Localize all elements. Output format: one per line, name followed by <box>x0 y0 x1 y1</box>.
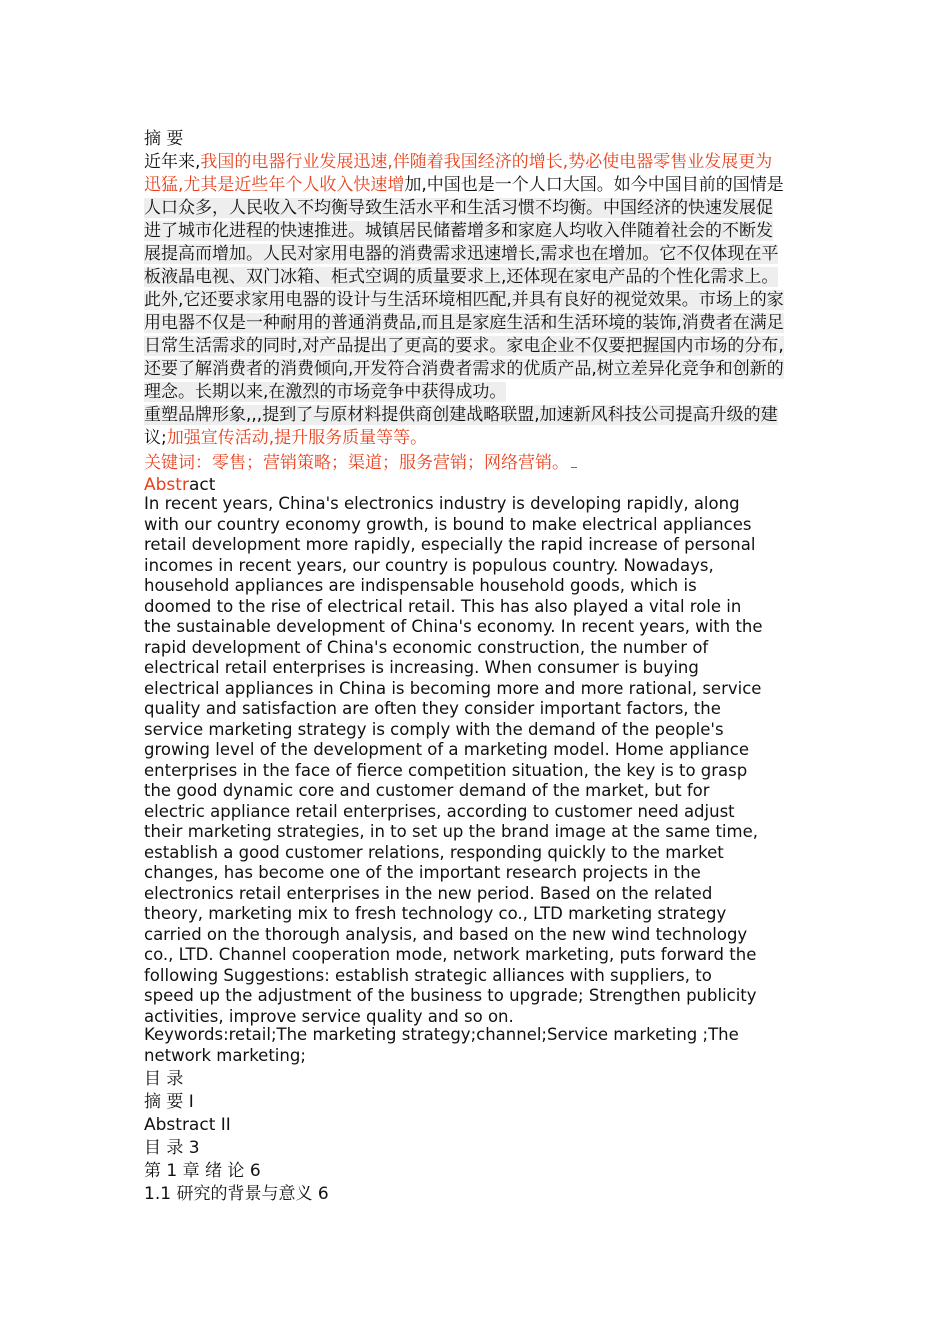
abstract-zh-red-text: 我国的电器行业发展迅速,伴随着我国经济的增长,势必使电器零售业发展更为 <box>200 152 773 172</box>
abstract-zh-line <box>144 404 810 427</box>
toc-entry[interactable]: 目 录 3 <box>144 1138 200 1158</box>
abstract-zh-line <box>144 289 810 312</box>
abstract-en-title-rest: act <box>188 475 216 495</box>
abstract-en-line: electronics retail enterprises in the new period. Based on the related <box>144 883 713 903</box>
abstract-en-line: following Suggestions: establish strategic alliances with suppliers, to <box>144 965 712 985</box>
abstract-en-line: establish a good customer relations, responding quickly to the market <box>144 842 724 862</box>
toc-entry[interactable]: 摘 要 I <box>144 1092 194 1112</box>
abstract-en-line: enterprises in the face of fierce competition situation, the key is to grasp <box>144 760 748 780</box>
toc-title: 目 录 <box>144 1069 184 1089</box>
abstract-en-line: electrical appliances in China is becoming more and more rational, service <box>144 678 762 698</box>
abstract-zh-line <box>144 358 810 381</box>
abstract-zh-line <box>144 220 810 243</box>
abstract-zh-pre-text: 议; <box>144 428 167 448</box>
keywords-zh <box>144 452 577 475</box>
abstract-zh-pre-text: 日常生活需求的同时,对产品提出了更高的要求。家电企业不仅要把握国内市场的分布, <box>144 336 784 356</box>
abstract-en-line: household appliances are indispensable household goods, which is <box>144 576 697 595</box>
abstract-zh-title: 摘 要 <box>144 129 184 149</box>
abstract-zh-body <box>144 151 810 450</box>
abstract-zh-pre-text: 展提高而增加。人民对家用电器的消费需求迅速增长,需求也在增加。它不仅体现在平 <box>144 244 779 264</box>
abstract-en-body <box>144 494 814 1027</box>
abstract-en-line: electrical retail enterprises is increasing. When consumer is buying <box>144 658 699 677</box>
abstract-en-line: retail development more rapidly, especially the rapid increase of personal <box>144 535 756 554</box>
abstract-zh-line <box>144 243 810 266</box>
abstract-en-line: growing level of the development of a marketing model. Home appliance <box>144 740 749 759</box>
abstract-zh-line <box>144 266 810 289</box>
abstract-zh-post-text: 加,中国也是一个人口大国。如今中国目前的国情是 <box>404 175 784 195</box>
keywords-zh-marker <box>571 453 577 468</box>
abstract-en-line: doomed to the rise of electrical retail. This has also played a vital role in <box>144 596 742 616</box>
abstract-zh-line <box>144 381 810 404</box>
toc-entry[interactable]: Abstract II <box>144 1115 231 1135</box>
abstract-en-line: changes, has become one of the important research projects in the <box>144 863 701 882</box>
abstract-zh-pre-text: 还要了解消费者的消费倾向,开发符合消费者需求的优质产品,树立差异化竞争和创新的 <box>144 359 784 379</box>
abstract-en-line: quality and satisfaction are often they consider important factors, the <box>144 699 721 718</box>
abstract-en-title-red: Abstr <box>144 475 189 495</box>
abstract-en-line: speed up the adjustment of the business to upgrade; Strengthen publicity <box>144 986 757 1005</box>
abstract-zh-pre-text: 人口众多，人民收入不均衡导致生活水平和生活习惯不均衡。中国经济的快速发展促 <box>144 198 773 218</box>
abstract-zh-line <box>144 335 810 358</box>
abstract-zh-line <box>144 312 810 335</box>
abstract-zh-pre-text: 重塑品牌形象,,,提到了与原材料提供商创建战略联盟,加速新风科技公司提高升级的建 <box>144 405 778 425</box>
abstract-zh-pre-text: 板液晶电视、双门冰箱、柜式空调的质量要求上,还体现在家电产品的个性化需求上。 <box>144 267 779 287</box>
keywords-en-line: Keywords:retail;The marketing strategy;channel;Service marketing ;The <box>144 1025 739 1044</box>
abstract-en-line: electric appliance retail enterprises, according to customer need adjust <box>144 801 735 821</box>
abstract-zh-pre-text: 理念。长期以来,在激烈的市场竞争中获得成功。 <box>144 382 507 402</box>
abstract-en-line: with our country economy growth, is bound to make electrical appliances <box>144 514 752 534</box>
keywords-zh-text: 关键词：零售；营销策略；渠道；服务营销；网络营销。 <box>144 453 569 473</box>
abstract-zh-line <box>144 151 810 174</box>
abstract-en-line: the good dynamic core and customer demand of the market, but for <box>144 781 710 800</box>
abstract-zh-pre-text: 此外,它还要求家用电器的设计与生活环境相匹配,并具有良好的视觉效果。市场上的家 <box>144 290 784 310</box>
abstract-en-line: theory, marketing mix to fresh technology co., LTD marketing strategy <box>144 904 727 923</box>
abstract-zh-pre-text: 用电器不仅是一种耐用的普通消费品,而且是家庭生活和生活环境的装饰,消费者在满足 <box>144 313 784 333</box>
abstract-zh-line <box>144 174 810 197</box>
abstract-zh-pre-text: 近年来, <box>144 152 201 172</box>
abstract-en-line: carried on the thorough analysis, and based on the new wind technology <box>144 924 748 944</box>
abstract-en-line: In recent years, China's electronics industry is developing rapidly, along <box>144 494 740 513</box>
keywords-en-line: network marketing; <box>144 1045 306 1065</box>
abstract-zh-line <box>144 197 810 220</box>
abstract-en-line: co., LTD. Channel cooperation mode, network marketing, puts forward the <box>144 945 757 964</box>
table-of-contents <box>144 1068 329 1206</box>
toc-entry[interactable]: 第 1 章 绪 论 6 <box>144 1161 261 1181</box>
abstract-zh-pre-text: 进了城市化进程的快速推进。城镇居民储蓄增多和家庭人均收入伴随着社会的不断发 <box>144 221 773 241</box>
abstract-en-line: the sustainable development of China's economy. In recent years, with the <box>144 617 763 636</box>
abstract-en-line: rapid development of China's economic construction, the number of <box>144 637 709 657</box>
toc-entry[interactable]: 1.1 研究的背景与意义 6 <box>144 1184 329 1204</box>
abstract-en-line: service marketing strategy is comply with the demand of the people's <box>144 719 724 739</box>
abstract-en-line: their marketing strategies, in to set up the brand image at the same time, <box>144 822 758 841</box>
abstract-en-line: activities, improve service quality and so on. <box>144 1006 514 1026</box>
abstract-zh-red-text: 迅猛,尤其是近些年个人收入快速增 <box>144 175 405 195</box>
abstract-zh-line <box>144 427 810 450</box>
keywords-en <box>144 1025 814 1066</box>
abstract-zh-red-text: 加强宣传活动,提升服务质量等等。 <box>166 428 428 448</box>
abstract-en-line: incomes in recent years, our country is populous country. Nowadays, <box>144 555 714 575</box>
